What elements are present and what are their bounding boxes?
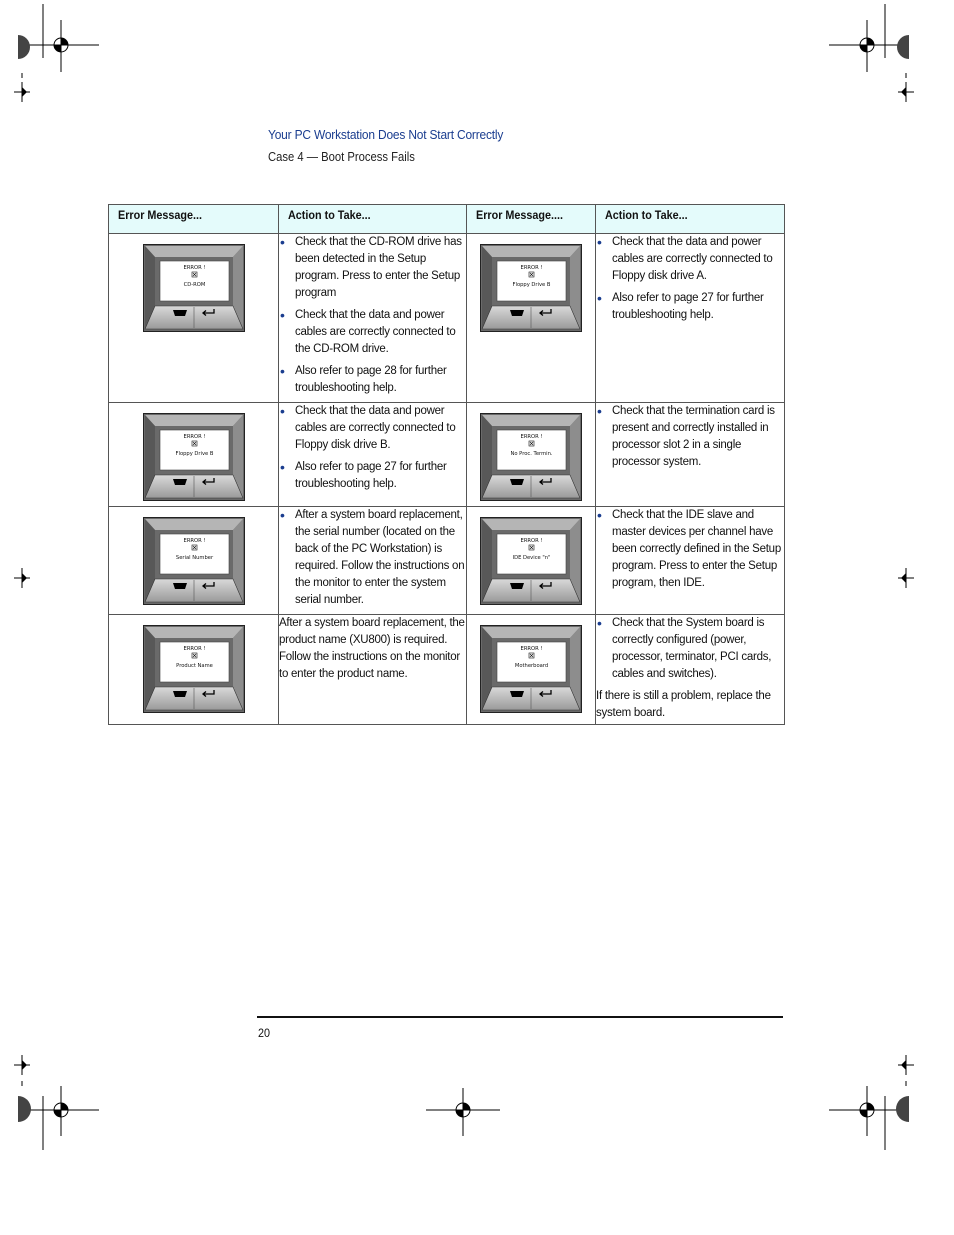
error-display-cell: [467, 234, 596, 403]
lcd-line3: Serial Number: [175, 555, 213, 561]
header-action-2: Action to Take...: [596, 205, 785, 234]
error-display-cell: [109, 507, 279, 615]
list-item: • After a system board replacement, the serial number (located on the back of the PC Workstation) is required. Follow the instructions on the monitor to enter the system serial number.: [279, 507, 466, 609]
table-row: [109, 234, 785, 403]
lcd-line1: ERROR !: [183, 646, 205, 652]
list-item: • Check that the System board is correctly configured (power, processor, terminator, PCI cards, cables and switches).: [596, 615, 784, 683]
lcd-drawing: [480, 625, 582, 713]
list-item: • Also refer to page 27 for further troubleshooting help.: [279, 459, 466, 493]
lcd-panel-image: [480, 517, 582, 605]
error-display-cell: [109, 403, 279, 507]
lcd-line3: Floppy Drive B: [175, 451, 213, 457]
lcd-panel-image: [480, 244, 582, 332]
list-item: • Check that the data and power cables are correctly connected to the CD-ROM drive.: [279, 307, 466, 358]
lcd-panel-image: [480, 413, 582, 501]
header-error-message-2: Error Message....: [467, 205, 596, 234]
action-cell: [596, 403, 785, 507]
header-error-message-1: Error Message...: [109, 205, 279, 234]
lcd-drawing: [480, 517, 582, 605]
lcd-line1: ERROR !: [520, 434, 543, 440]
lcd-drawing: [480, 244, 582, 332]
lcd-line1: ERROR !: [183, 265, 205, 271]
error-table: [108, 204, 785, 725]
table-header-row: [109, 205, 785, 234]
error-display-cell: [109, 234, 279, 403]
list-item: • Check that the data and power cables are correctly connected to Floppy disk drive A.: [596, 234, 784, 285]
lcd-line1: ERROR !: [183, 538, 205, 544]
lcd-panel-image: [143, 413, 245, 501]
lcd-panel-image: [143, 517, 245, 605]
error-display-cell: [467, 403, 596, 507]
lcd-line3: Product Name: [175, 663, 213, 669]
action-cell: [279, 507, 467, 615]
error-display-cell: [467, 615, 596, 725]
list-item: • Check that the IDE slave and master devices per channel have been correctly defined in the Setup program. Press to enter the Setup program, then IDE.: [596, 507, 784, 592]
error-display-cell: [109, 615, 279, 725]
lcd-drawing: [480, 413, 582, 501]
lcd-line1: ERROR !: [520, 646, 543, 652]
lcd-line3: Motherboard: [514, 663, 549, 669]
lcd-line3: Floppy Drive B: [512, 282, 551, 288]
lcd-panel-image: [143, 625, 245, 713]
list-item: • Also refer to page 27 for further troubleshooting help.: [596, 290, 784, 324]
action-text: If there is still a problem, replace the system board.: [596, 690, 771, 719]
action-cell: [596, 615, 785, 725]
action-cell: [596, 507, 785, 615]
list-item: • Check that the termination card is present and correctly installed in processor slot 2 in a single processor system.: [596, 403, 784, 471]
lcd-line1: ERROR !: [520, 538, 543, 544]
list-item: • Check that the data and power cables are correctly connected to Floppy disk drive B.: [279, 403, 466, 454]
lcd-drawing: [143, 244, 245, 332]
action-cell: [279, 615, 467, 725]
page-number: 20: [258, 1026, 271, 1040]
table-row: [109, 403, 785, 507]
action-cell: [279, 403, 467, 507]
lcd-line3: IDE Device "n": [512, 555, 551, 561]
header-action-1: Action to Take...: [279, 205, 467, 234]
list-item: • Check that the CD-ROM drive has been detected in the Setup program. Press to enter the Setup program: [279, 234, 466, 302]
lcd-drawing: [143, 625, 245, 713]
lcd-line1: ERROR !: [520, 265, 543, 271]
action-text: After a system board replacement, the product name (XU800) is required. Follow the instructions on the monitor to enter the product name.: [279, 617, 465, 680]
action-cell: [279, 234, 467, 403]
lcd-drawing: [143, 517, 245, 605]
table-row: [109, 507, 785, 615]
lcd-line3: No Proc. Termin.: [510, 451, 553, 457]
lcd-panel-image: [480, 625, 582, 713]
action-cell: [596, 234, 785, 403]
section-title: Your PC Workstation Does Not Start Correctly: [268, 127, 504, 142]
lcd-line3: CD-ROM: [183, 282, 205, 288]
lcd-drawing: [143, 413, 245, 501]
lcd-line1: ERROR !: [183, 434, 205, 440]
section-subtitle: Case 4 — Boot Process Fails: [268, 150, 415, 164]
error-display-cell: [467, 507, 596, 615]
table-row: [109, 615, 785, 725]
lcd-panel-image: [143, 244, 245, 332]
list-item: • Also refer to page 28 for further troubleshooting help.: [279, 363, 466, 397]
footer-rule: [257, 1016, 783, 1018]
